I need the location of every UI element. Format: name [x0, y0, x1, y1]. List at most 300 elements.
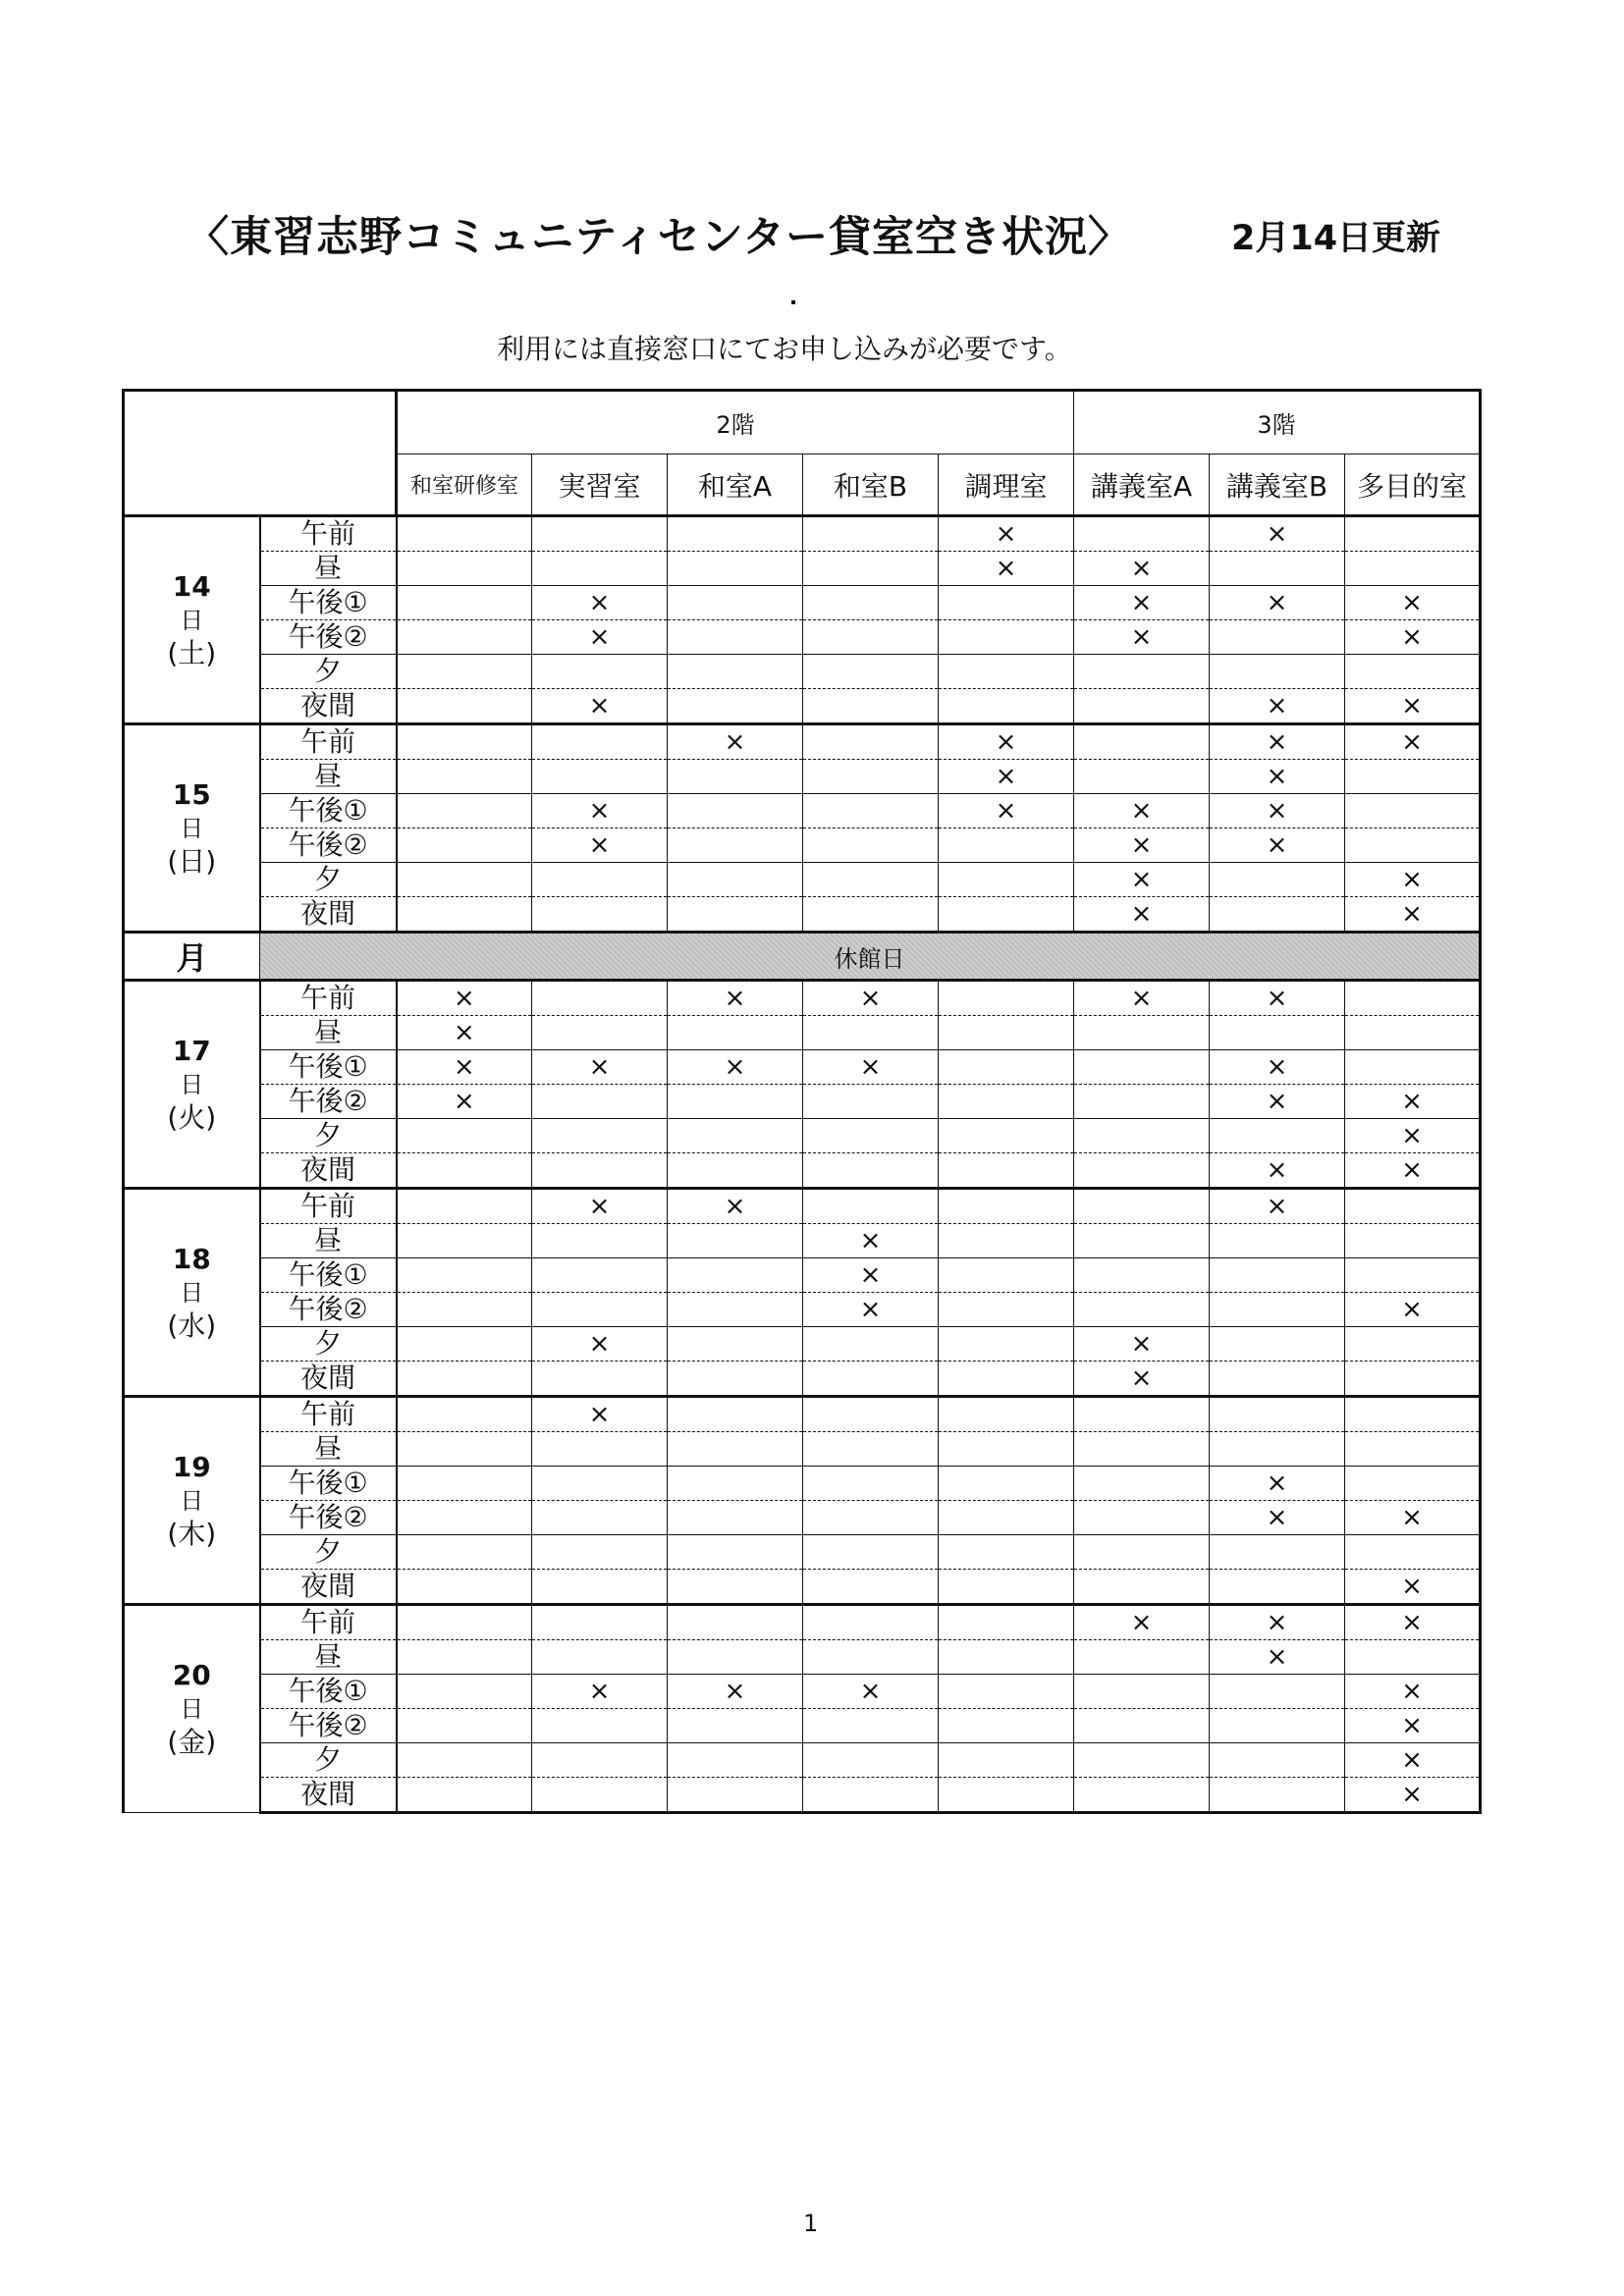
- empty-cell: [668, 1397, 803, 1432]
- day-unit: 日: [180, 1070, 204, 1098]
- empty-cell: [939, 863, 1074, 897]
- booked-mark: ×: [1210, 794, 1345, 828]
- table-row: [124, 586, 1481, 620]
- empty-cell: [397, 1675, 532, 1709]
- empty-cell: [939, 1119, 1074, 1153]
- room-header: 和室B: [803, 454, 939, 516]
- booked-mark: ×: [1345, 1293, 1481, 1327]
- empty-cell: [1210, 897, 1345, 933]
- empty-cell: [803, 1570, 939, 1605]
- empty-cell: [939, 689, 1074, 724]
- booked-mark: ×: [668, 1675, 803, 1709]
- empty-cell: [1074, 1016, 1210, 1050]
- closed-day-bar: 休館日: [260, 933, 1481, 981]
- day-weekday: (土): [167, 636, 217, 669]
- booked-mark: ×: [1074, 828, 1210, 863]
- empty-cell: [1345, 1189, 1481, 1224]
- empty-cell: [532, 655, 668, 689]
- notice-text: 利用には直接窓口にてお申し込みが必要です。: [497, 333, 1072, 365]
- booked-mark: ×: [803, 1675, 939, 1709]
- day-cell: [124, 1397, 260, 1605]
- empty-cell: [1074, 1189, 1210, 1224]
- empty-cell: [668, 1293, 803, 1327]
- empty-cell: [532, 760, 668, 794]
- room-header: 和室A: [668, 454, 803, 516]
- empty-cell: [1074, 1709, 1210, 1743]
- table-row: [124, 1293, 1481, 1327]
- booked-mark: ×: [1074, 620, 1210, 655]
- time-slot-label: 昼: [260, 1224, 397, 1258]
- empty-cell: [939, 1050, 1074, 1085]
- booked-mark: ×: [1210, 586, 1345, 620]
- empty-cell: [668, 689, 803, 724]
- empty-cell: [803, 620, 939, 655]
- booked-mark: ×: [1345, 1743, 1481, 1778]
- empty-cell: [939, 1570, 1074, 1605]
- empty-cell: [532, 1640, 668, 1675]
- empty-cell: [1074, 760, 1210, 794]
- update-date: 2月14日更新: [1231, 219, 1441, 258]
- empty-cell: [532, 1293, 668, 1327]
- empty-cell: [668, 1640, 803, 1675]
- day-unit: 日: [180, 1486, 204, 1515]
- booked-mark: ×: [532, 1189, 668, 1224]
- empty-cell: [803, 1153, 939, 1189]
- empty-cell: [668, 1327, 803, 1362]
- empty-cell: [668, 1709, 803, 1743]
- day-date: 18: [172, 1242, 211, 1275]
- empty-cell: [397, 1119, 532, 1153]
- empty-cell: [803, 1743, 939, 1778]
- empty-cell: [1345, 794, 1481, 828]
- time-slot-label: 午後①: [260, 1675, 397, 1709]
- empty-cell: [1210, 620, 1345, 655]
- empty-cell: [803, 724, 939, 760]
- booked-mark: ×: [1345, 1119, 1481, 1153]
- time-slot-label: 午後②: [260, 620, 397, 655]
- empty-cell: [668, 1224, 803, 1258]
- empty-cell: [397, 1743, 532, 1778]
- booked-mark: ×: [397, 1016, 532, 1050]
- time-slot-label: 午前: [260, 1605, 397, 1640]
- empty-cell: [397, 1224, 532, 1258]
- empty-cell: [1074, 1293, 1210, 1327]
- booked-mark: ×: [1345, 1153, 1481, 1189]
- empty-cell: [1210, 1224, 1345, 1258]
- empty-cell: [532, 516, 668, 552]
- empty-cell: [939, 1605, 1074, 1640]
- booked-mark: ×: [532, 586, 668, 620]
- booked-mark: ×: [803, 1258, 939, 1293]
- table-row: [124, 1327, 1481, 1362]
- booked-mark: ×: [397, 1050, 532, 1085]
- booked-mark: ×: [939, 760, 1074, 794]
- day-weekday: (日): [167, 844, 217, 878]
- empty-cell: [668, 1119, 803, 1153]
- empty-cell: [1074, 1224, 1210, 1258]
- table-header: [124, 391, 1481, 516]
- day-weekday: (金): [167, 1726, 217, 1758]
- time-slot-label: 午前: [260, 516, 397, 552]
- empty-cell: [803, 1778, 939, 1813]
- empty-cell: [803, 1327, 939, 1362]
- empty-cell: [397, 1709, 532, 1743]
- day-weekday: (火): [167, 1100, 217, 1134]
- table-row: [124, 1501, 1481, 1535]
- time-slot-label: 午前: [260, 1397, 397, 1432]
- booked-mark: ×: [1210, 1467, 1345, 1501]
- empty-cell: [939, 1085, 1074, 1119]
- empty-cell: [532, 1432, 668, 1467]
- time-slot-label: 夕: [260, 1535, 397, 1570]
- empty-cell: [397, 1432, 532, 1467]
- room-header: 多目的室: [1345, 454, 1481, 516]
- empty-cell: [1074, 1743, 1210, 1778]
- empty-cell: [668, 1016, 803, 1050]
- empty-cell: [1074, 1119, 1210, 1153]
- booked-mark: ×: [532, 1327, 668, 1362]
- booked-mark: ×: [1345, 1570, 1481, 1605]
- empty-cell: [1210, 1709, 1345, 1743]
- empty-cell: [532, 724, 668, 760]
- time-slot-label: 夜間: [260, 1362, 397, 1397]
- empty-cell: [532, 981, 668, 1016]
- table-row: [124, 1743, 1481, 1778]
- empty-cell: [1345, 1640, 1481, 1675]
- booked-mark: ×: [939, 516, 1074, 552]
- empty-cell: [939, 1189, 1074, 1224]
- day-unit: 日: [180, 1278, 204, 1307]
- booked-mark: ×: [532, 689, 668, 724]
- empty-cell: [397, 828, 532, 863]
- empty-cell: [532, 897, 668, 933]
- booked-mark: ×: [1210, 1501, 1345, 1535]
- table-row: [124, 1605, 1481, 1640]
- empty-cell: [668, 760, 803, 794]
- empty-cell: [939, 1362, 1074, 1397]
- empty-cell: [803, 1709, 939, 1743]
- table-row: [124, 1675, 1481, 1709]
- empty-cell: [1210, 863, 1345, 897]
- time-slot-label: 午後①: [260, 1467, 397, 1501]
- booked-mark: ×: [1210, 828, 1345, 863]
- table-row: [124, 1050, 1481, 1085]
- booked-mark: ×: [1345, 1709, 1481, 1743]
- time-slot-label: 夕: [260, 863, 397, 897]
- empty-cell: [532, 1119, 668, 1153]
- time-slot-label: 午後②: [260, 1293, 397, 1327]
- table-row: [124, 655, 1481, 689]
- booked-mark: ×: [532, 1050, 668, 1085]
- empty-cell: [397, 1293, 532, 1327]
- booked-mark: ×: [939, 724, 1074, 760]
- empty-cell: [939, 655, 1074, 689]
- time-slot-label: 夜間: [260, 689, 397, 724]
- empty-cell: [1074, 1050, 1210, 1085]
- empty-cell: [1345, 1016, 1481, 1050]
- empty-cell: [532, 1535, 668, 1570]
- table-row: [124, 897, 1481, 933]
- table-row: [124, 1085, 1481, 1119]
- empty-cell: [397, 1501, 532, 1535]
- booked-mark: ×: [1210, 760, 1345, 794]
- empty-cell: [803, 863, 939, 897]
- empty-cell: [1074, 689, 1210, 724]
- booked-mark: ×: [1345, 863, 1481, 897]
- empty-cell: [1345, 1535, 1481, 1570]
- time-slot-label: 夜間: [260, 1570, 397, 1605]
- empty-cell: [532, 1153, 668, 1189]
- empty-cell: [939, 1432, 1074, 1467]
- day-date: 20: [172, 1659, 211, 1691]
- table-row: [124, 828, 1481, 863]
- table-row: [124, 1397, 1481, 1432]
- time-slot-label: 午前: [260, 724, 397, 760]
- booked-mark: ×: [1210, 1640, 1345, 1675]
- empty-cell: [668, 1258, 803, 1293]
- time-slot-label: 午後②: [260, 1709, 397, 1743]
- empty-cell: [939, 1501, 1074, 1535]
- empty-cell: [1345, 655, 1481, 689]
- page-title: 〈東習志野コミュニティセンター貸室空き状況〉: [187, 213, 1131, 262]
- empty-cell: [668, 552, 803, 586]
- empty-cell: [1345, 516, 1481, 552]
- booked-mark: ×: [1210, 1085, 1345, 1119]
- page-number: 1: [803, 2210, 819, 2237]
- empty-cell: [1345, 1224, 1481, 1258]
- empty-cell: [1074, 1467, 1210, 1501]
- empty-cell: [1210, 1743, 1345, 1778]
- closed-day-label: 月: [124, 933, 260, 981]
- empty-cell: [803, 1640, 939, 1675]
- empty-cell: [1074, 516, 1210, 552]
- empty-cell: [397, 1327, 532, 1362]
- booked-mark: ×: [668, 1189, 803, 1224]
- empty-cell: [939, 1153, 1074, 1189]
- day-cell: [124, 981, 260, 1189]
- empty-cell: [397, 586, 532, 620]
- time-slot-label: 午後②: [260, 1085, 397, 1119]
- empty-cell: [1210, 1570, 1345, 1605]
- booked-mark: ×: [1345, 724, 1481, 760]
- room-header: 和室研修室: [397, 454, 532, 516]
- time-slot-label: 夜間: [260, 897, 397, 933]
- table-row: [124, 760, 1481, 794]
- empty-cell: [803, 1501, 939, 1535]
- table-row: [124, 689, 1481, 724]
- empty-cell: [803, 1397, 939, 1432]
- day-cell: [124, 1605, 260, 1813]
- booked-mark: ×: [1210, 516, 1345, 552]
- booked-mark: ×: [668, 981, 803, 1016]
- booked-mark: ×: [1210, 1605, 1345, 1640]
- booked-mark: ×: [1074, 897, 1210, 933]
- empty-cell: [532, 1016, 668, 1050]
- room-header: 実習室: [532, 454, 668, 516]
- empty-cell: [397, 620, 532, 655]
- empty-cell: [532, 1224, 668, 1258]
- empty-cell: [532, 863, 668, 897]
- table-row: [124, 1570, 1481, 1605]
- empty-cell: [668, 516, 803, 552]
- empty-cell: [803, 586, 939, 620]
- empty-cell: [939, 1640, 1074, 1675]
- booked-mark: ×: [1074, 1327, 1210, 1362]
- empty-cell: [397, 760, 532, 794]
- empty-cell: [1074, 1640, 1210, 1675]
- empty-cell: [803, 897, 939, 933]
- empty-cell: [803, 1085, 939, 1119]
- empty-cell: [939, 1224, 1074, 1258]
- empty-cell: [532, 1570, 668, 1605]
- empty-cell: [397, 897, 532, 933]
- empty-cell: [397, 1397, 532, 1432]
- empty-cell: [1345, 1327, 1481, 1362]
- booked-mark: ×: [1345, 897, 1481, 933]
- empty-cell: [803, 516, 939, 552]
- empty-cell: [803, 1189, 939, 1224]
- table-row: [124, 1709, 1481, 1743]
- empty-cell: [1210, 1535, 1345, 1570]
- booked-mark: ×: [1345, 1605, 1481, 1640]
- empty-cell: [803, 1432, 939, 1467]
- closed-day-row: [124, 933, 1481, 981]
- table-row: [124, 1640, 1481, 1675]
- table-body: [124, 516, 1481, 1813]
- empty-cell: [1345, 1432, 1481, 1467]
- empty-cell: [1210, 1432, 1345, 1467]
- booked-mark: ×: [1210, 1189, 1345, 1224]
- day-date: 17: [172, 1034, 211, 1067]
- empty-cell: [939, 828, 1074, 863]
- stray-mark: [791, 300, 795, 304]
- empty-cell: [803, 655, 939, 689]
- time-slot-label: 夕: [260, 1327, 397, 1362]
- empty-cell: [397, 1189, 532, 1224]
- time-slot-label: 午後①: [260, 1050, 397, 1085]
- day-unit: 日: [180, 606, 204, 634]
- room-header: 講義室B: [1210, 454, 1345, 516]
- empty-cell: [939, 1778, 1074, 1813]
- empty-cell: [803, 1467, 939, 1501]
- empty-cell: [1210, 1397, 1345, 1432]
- availability-table: [122, 389, 1482, 1814]
- time-slot-label: 夕: [260, 1743, 397, 1778]
- empty-cell: [1345, 1397, 1481, 1432]
- booked-mark: ×: [1210, 724, 1345, 760]
- empty-cell: [668, 1153, 803, 1189]
- empty-cell: [397, 1153, 532, 1189]
- empty-cell: [1074, 655, 1210, 689]
- empty-cell: [668, 620, 803, 655]
- empty-cell: [532, 1258, 668, 1293]
- empty-cell: [668, 1778, 803, 1813]
- empty-cell: [1074, 1501, 1210, 1535]
- time-slot-label: 昼: [260, 1640, 397, 1675]
- empty-cell: [397, 516, 532, 552]
- table-row: [124, 1153, 1481, 1189]
- booked-mark: ×: [397, 981, 532, 1016]
- day-cell: [124, 724, 260, 933]
- empty-cell: [939, 1675, 1074, 1709]
- empty-cell: [939, 1016, 1074, 1050]
- empty-cell: [532, 1605, 668, 1640]
- empty-cell: [1074, 1778, 1210, 1813]
- booked-mark: ×: [939, 552, 1074, 586]
- empty-cell: [939, 1535, 1074, 1570]
- empty-cell: [397, 655, 532, 689]
- empty-cell: [668, 794, 803, 828]
- table-row: [124, 1432, 1481, 1467]
- time-slot-label: 夕: [260, 1119, 397, 1153]
- empty-cell: [668, 1570, 803, 1605]
- empty-cell: [1074, 1258, 1210, 1293]
- booked-mark: ×: [939, 794, 1074, 828]
- empty-cell: [1345, 981, 1481, 1016]
- table-row: [124, 1467, 1481, 1501]
- time-slot-label: 午後①: [260, 586, 397, 620]
- empty-cell: [1345, 552, 1481, 586]
- booked-mark: ×: [1074, 794, 1210, 828]
- empty-cell: [1074, 1085, 1210, 1119]
- booked-mark: ×: [532, 794, 668, 828]
- table-row: [124, 1119, 1481, 1153]
- booked-mark: ×: [532, 1397, 668, 1432]
- day-unit: 日: [180, 1695, 204, 1723]
- empty-cell: [939, 1709, 1074, 1743]
- empty-cell: [397, 1467, 532, 1501]
- empty-cell: [1210, 1675, 1345, 1709]
- empty-cell: [1345, 1467, 1481, 1501]
- empty-cell: [1074, 1675, 1210, 1709]
- day-cell: [124, 516, 260, 724]
- empty-cell: [668, 655, 803, 689]
- empty-cell: [668, 863, 803, 897]
- day-date: 14: [172, 569, 211, 603]
- empty-cell: [532, 552, 668, 586]
- empty-cell: [803, 1362, 939, 1397]
- table-row: [124, 1224, 1481, 1258]
- empty-cell: [397, 1605, 532, 1640]
- booked-mark: ×: [1074, 981, 1210, 1016]
- booked-mark: ×: [532, 620, 668, 655]
- empty-cell: [1210, 1293, 1345, 1327]
- time-slot-label: 午後①: [260, 794, 397, 828]
- empty-cell: [1210, 655, 1345, 689]
- empty-cell: [939, 586, 1074, 620]
- empty-cell: [1210, 1258, 1345, 1293]
- day-weekday: (木): [167, 1517, 217, 1550]
- day-date: 19: [172, 1450, 211, 1483]
- empty-cell: [397, 1362, 532, 1397]
- table-row: [124, 516, 1481, 552]
- empty-cell: [803, 1535, 939, 1570]
- table-row: [124, 1778, 1481, 1813]
- empty-cell: [668, 1743, 803, 1778]
- header-corner: [124, 391, 397, 516]
- empty-cell: [532, 1709, 668, 1743]
- empty-cell: [668, 1432, 803, 1467]
- empty-cell: [939, 897, 1074, 933]
- booked-mark: ×: [1074, 863, 1210, 897]
- empty-cell: [939, 1293, 1074, 1327]
- booked-mark: ×: [1210, 981, 1345, 1016]
- booked-mark: ×: [803, 1050, 939, 1085]
- booked-mark: ×: [397, 1085, 532, 1119]
- empty-cell: [939, 1258, 1074, 1293]
- empty-cell: [1210, 1327, 1345, 1362]
- empty-cell: [1345, 828, 1481, 863]
